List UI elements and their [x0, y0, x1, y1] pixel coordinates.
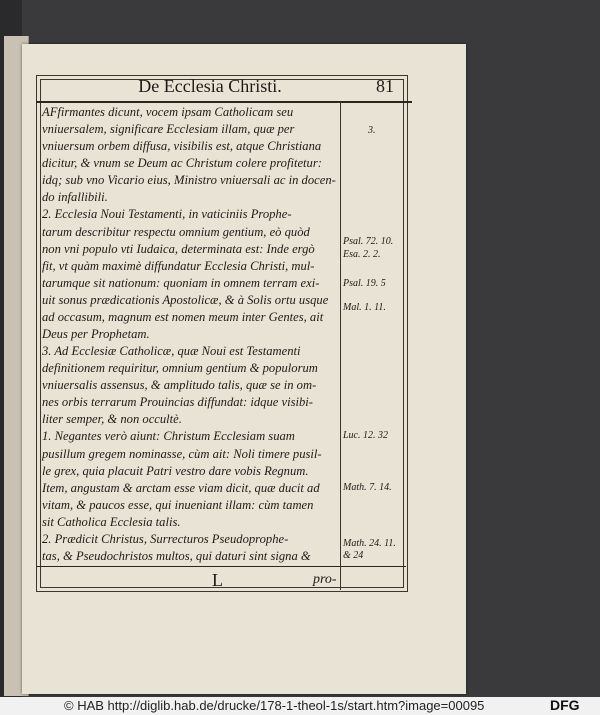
footer-rule	[36, 566, 406, 567]
body-line: 3. Ad Ecclesiæ Catholicæ, quæ Noui est Testamenti	[42, 344, 301, 359]
body-line: 2. Ecclesia Noui Testamenti, in vaticiniis Prophe-	[42, 207, 292, 222]
margin-rule	[340, 102, 341, 590]
body-line: idq; sub vno Vicario eius, Ministro vniuersali ac in docen-	[42, 173, 336, 188]
body-line: AFfirmantes dicunt, vocem ipsam Catholicam seu	[42, 105, 294, 119]
body-line: liter semper, & non occultè.	[42, 412, 182, 427]
body-line: Deus per Prophetam.	[42, 327, 150, 341]
page-number: 81	[376, 76, 394, 96]
body-line: vitam, & paucos esse, qui inueniant illam: cùm tamen	[42, 497, 314, 512]
body-line: uit sonus prædicationis Apostolicæ, & à Solis ortu usque	[42, 292, 329, 307]
running-head: De Ecclesia Christi.	[138, 76, 282, 96]
margin-note: 3.	[368, 125, 376, 136]
margin-note: Esa. 2. 2.	[343, 249, 381, 260]
body-line: sit Catholica Ecclesia talis.	[42, 514, 181, 529]
body-line: pusillum gregem nominasse, cùm ait: Noli timere pusil-	[42, 446, 322, 461]
body-line: Item, angustam & arctam esse viam dicit, quæ ducit ad	[42, 480, 320, 495]
footer-bar	[0, 697, 600, 715]
body-line: vniuersalem, significare Ecclesiam illam, quæ per	[42, 122, 295, 137]
body-line: fit, vt quàm maximè diffundatur Ecclesia Christi, mul-	[42, 258, 315, 273]
body-line: vniuersum orbem diffusa, visibilis est, atque Christiana	[42, 139, 322, 154]
margin-note: Math. 24. 11.	[343, 538, 396, 549]
body-line: vniuersalis assensus, & amplitudo talis, quæ se in om-	[42, 378, 317, 393]
body-line: tarumque sit nationum: quoniam in omnem terram exi-	[42, 275, 320, 290]
footer-link[interactable]: © HAB http://diglib.hab.de/drucke/178-1-theol-1s/start.htm?image=00095	[64, 698, 485, 713]
body-line: nes orbis terrarum Prouincias diffundat: idque visibi-	[42, 395, 313, 410]
body-line: ad occasum, magnum est nomen meum inter Gentes, ait	[42, 309, 324, 324]
signature-mark: L	[212, 570, 223, 590]
body-line: tarum describitur respectu omnium gentium, eò quòd	[42, 224, 310, 239]
header-rule	[36, 101, 412, 103]
margin-note: Luc. 12. 32	[343, 430, 388, 441]
catchword: pro-	[313, 572, 337, 587]
dfg-logo: DFG	[550, 697, 580, 713]
body-line: do infallibili.	[42, 190, 108, 205]
body-line: 1. Negantes verò aiunt: Christum Ecclesiam suam	[42, 429, 295, 444]
body-line: 2. Prædicit Christus, Surrecturos Pseudoprophe-	[42, 531, 289, 546]
margin-note: & 24	[343, 550, 364, 561]
margin-note: Psal. 19. 5	[343, 278, 386, 289]
margin-note: Mal. 1. 11.	[343, 302, 386, 313]
body-line: dicitur, & vnum se Deum ac Christum colere profitetur:	[42, 156, 322, 171]
body-line: definitionem requiritur, omnium gentium & populorum	[42, 361, 318, 376]
margin-note: Psal. 72. 10.	[343, 236, 394, 247]
body-line: le grex, quia placuit Patri vestro dare vobis Regnum.	[42, 463, 309, 478]
margin-note: Math. 7. 14.	[343, 482, 392, 493]
body-line: non vni populo vti Iudaica, determinata est: Inde ergò	[42, 241, 315, 256]
body-line: tas, & Pseudochristos multos, qui daturi sint signa &	[42, 549, 311, 563]
